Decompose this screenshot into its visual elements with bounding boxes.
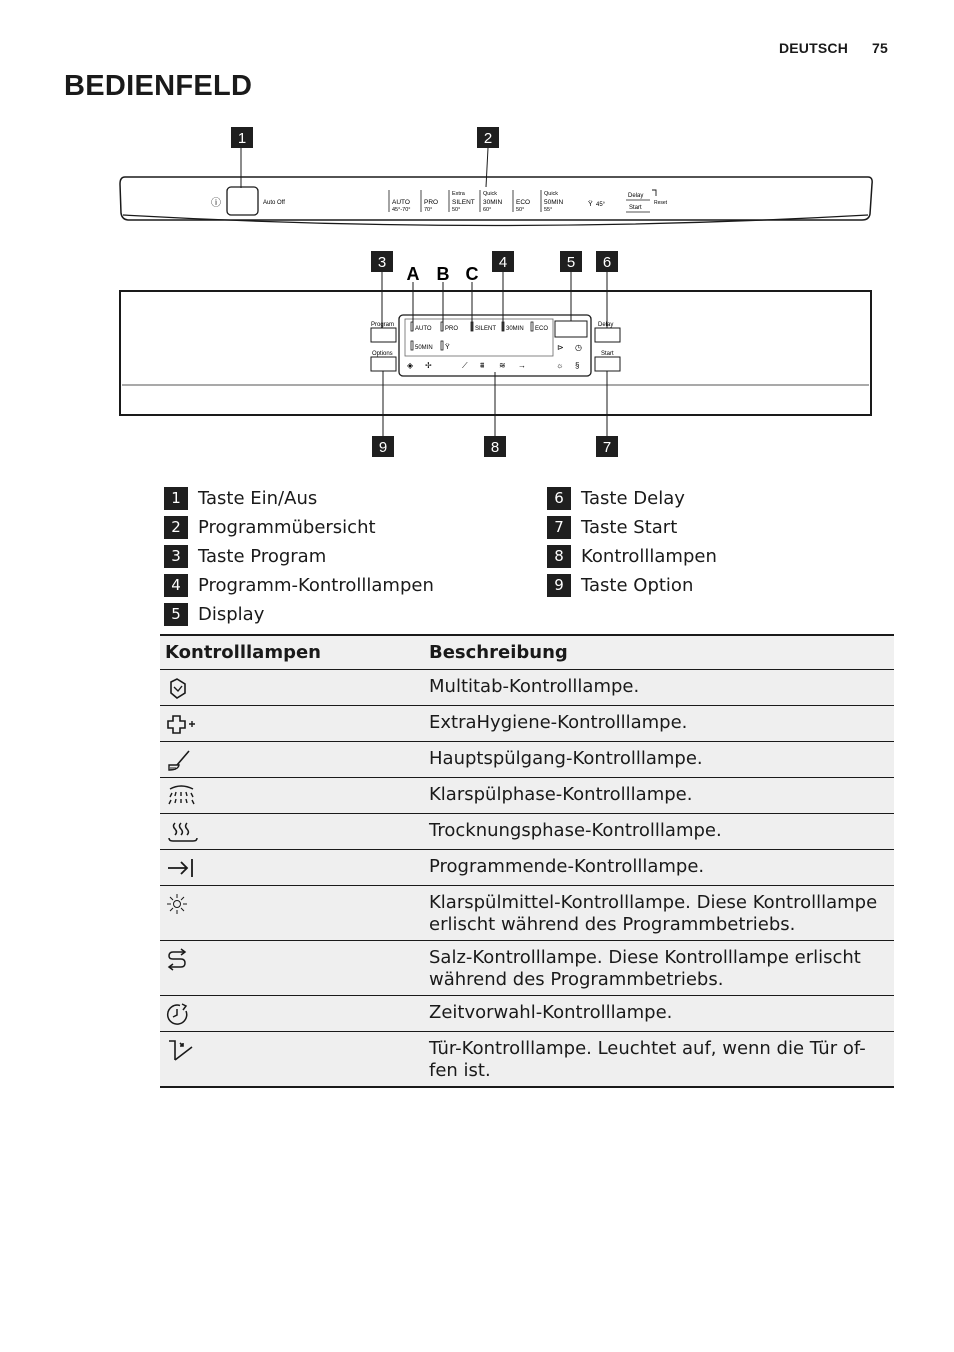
top-program-name: AUTO — [392, 199, 410, 206]
lamp-icon-cell — [160, 669, 424, 705]
legend-item — [164, 484, 434, 513]
legend-label: Taste Delay — [581, 488, 685, 509]
lamp-description — [424, 885, 894, 940]
salt-icon — [165, 947, 199, 972]
legend-number: 2 — [164, 516, 188, 539]
callout-6: 6 — [602, 254, 612, 271]
table-row — [160, 777, 894, 813]
page-number: 75 — [872, 40, 888, 56]
legend-item — [547, 571, 717, 600]
display-window — [555, 321, 587, 337]
program-button — [371, 328, 396, 342]
callout-4: 4 — [498, 254, 508, 271]
top-program-temp: 60° — [483, 207, 492, 213]
program-lamp-label: AUTO — [415, 326, 432, 332]
legend-label: Taste Ein/Aus — [198, 488, 318, 509]
top-program-top: Extra — [452, 191, 465, 197]
lamp-icon-cell — [160, 741, 424, 777]
legend-item — [164, 600, 434, 629]
program-lamp-label: SILENT — [475, 326, 497, 332]
lamp-icon-cell — [160, 777, 424, 813]
callout-3: 3 — [377, 254, 387, 271]
indicator-lamp-row — [407, 361, 526, 370]
lamp-description — [424, 940, 894, 995]
lamp-description — [424, 849, 894, 885]
top-start-label: Start — [629, 205, 642, 211]
top-program-top: Quick — [483, 191, 498, 197]
on-off-icon: ⓘ — [211, 198, 221, 209]
legend-number: 6 — [547, 487, 571, 510]
delay-icon — [165, 1002, 199, 1027]
description-line: Programmende-Kontrolllampe. — [429, 855, 705, 877]
top-program-name: 30MIN — [483, 199, 503, 206]
legend-item — [164, 513, 434, 542]
callout-8: 8 — [490, 439, 500, 456]
top-program-name: SILENT — [452, 199, 475, 206]
description-line: Multitab-Kontrolllampe. — [429, 675, 640, 697]
legend-label: Display — [198, 604, 265, 625]
lamp-icon-cell — [160, 995, 424, 1031]
top-program-name: 50MIN — [544, 199, 564, 206]
legend-label: Taste Start — [581, 517, 678, 538]
delay-lamp-icon: ◷ — [575, 343, 582, 352]
door-lamp-icon: ⊳ — [557, 343, 564, 352]
description-line: Tür-Kontrolllampe. Leuchtet auf, wenn die Tür of- — [429, 1037, 866, 1059]
description-line: Zeitvorwahl-Kontrolllampe. — [429, 1001, 673, 1023]
program-lamp-label: 30MIN — [506, 326, 524, 332]
start-button — [595, 357, 620, 371]
top-delay-label: Delay — [628, 193, 644, 199]
program-lamps — [411, 322, 548, 332]
salt-lamp-icon: § — [575, 361, 580, 370]
legend-number: 5 — [164, 603, 188, 626]
description-line: fen ist. — [429, 1059, 491, 1081]
description-line: Trocknungsphase-Kontrolllampe. — [429, 819, 722, 841]
legend-number: 8 — [547, 545, 571, 568]
description-line: ExtraHygiene-Kontrolllampe. — [429, 711, 688, 733]
table-row — [160, 849, 894, 885]
program-end-lamp-icon: → — [518, 361, 526, 370]
program-lamp-label: PRO — [445, 326, 459, 332]
column-header-lamps: Kontrolllampen — [160, 635, 424, 669]
legend-item — [164, 542, 434, 571]
legend-item — [547, 513, 717, 542]
letter-b: B — [436, 264, 450, 284]
table-row — [160, 741, 894, 777]
description-line: Hauptspülgang-Kontrolllampe. — [429, 747, 703, 769]
table-row — [160, 885, 894, 940]
legend-item — [164, 571, 434, 600]
lamp-description — [424, 995, 894, 1031]
auto-off-label: Auto Off — [263, 200, 285, 206]
extrahygiene-lamp-icon: ✢ — [425, 361, 432, 370]
main-wash-lamp-icon: ⟋ — [462, 361, 468, 370]
description-line: erlischt während des Programmbetriebs. — [429, 913, 796, 935]
rinse-phase-icon — [165, 784, 199, 809]
multitab-icon — [165, 676, 199, 701]
lamp-icon-cell — [160, 1031, 424, 1087]
delay-label: Delay — [598, 322, 614, 328]
legend-number: 3 — [164, 545, 188, 568]
lamp-icon-cell — [160, 849, 424, 885]
letter-a: A — [406, 264, 420, 284]
on-off-button — [227, 187, 258, 215]
page-title: BEDIENFELD — [64, 70, 253, 102]
control-panel-diagram — [0, 120, 954, 465]
callout-2: 2 — [483, 130, 493, 147]
start-label: Start — [601, 351, 614, 357]
legend-number: 4 — [164, 574, 188, 597]
legend-label: Programm-Kontrolllampen — [198, 575, 434, 596]
lamp-description — [424, 741, 894, 777]
legend-left — [164, 484, 434, 629]
extrahygiene-icon — [165, 712, 199, 737]
rinse-aid-icon — [165, 892, 199, 917]
options-label: Options — [372, 351, 393, 357]
legend-number: 9 — [547, 574, 571, 597]
main-wash-icon — [165, 748, 199, 773]
reset-label: Reset — [654, 200, 668, 206]
legend-label: Programmübersicht — [198, 517, 376, 538]
lamp-description — [424, 813, 894, 849]
top-program-name: ECO — [516, 199, 531, 206]
top-program-temp: 45°-70° — [392, 207, 411, 213]
description-line: Klarspülphase-Kontrolllampe. — [429, 783, 693, 805]
program-end-icon — [165, 856, 199, 881]
rinse-phase-lamp-icon: ⩩ — [480, 361, 485, 370]
lamp-50min: 50MIN — [415, 345, 433, 351]
section-label: DEUTSCH — [778, 40, 849, 56]
program-lamp-label: ECO — [535, 326, 549, 332]
table-row — [160, 995, 894, 1031]
top-program-top: Quick — [544, 191, 559, 197]
rinse-aid-lamp-icon: ☼ — [556, 361, 564, 370]
multitab-lamp-icon: ◈ — [407, 361, 414, 370]
glass-temp: 45° — [596, 202, 606, 208]
callout-7: 7 — [602, 439, 612, 456]
legend-number: 1 — [164, 487, 188, 510]
lamp-icon-cell — [160, 705, 424, 741]
legend-number: 7 — [547, 516, 571, 539]
lamp-description — [424, 669, 894, 705]
table-row — [160, 705, 894, 741]
callout-5: 5 — [566, 254, 576, 271]
legend-item — [547, 484, 717, 513]
lamp-description — [424, 1031, 894, 1087]
description-line: während des Programmbetriebs. — [429, 968, 724, 990]
top-program-list — [389, 190, 563, 213]
legend-right — [547, 484, 717, 600]
lamp-description — [424, 777, 894, 813]
table-row — [160, 1031, 894, 1087]
legend-item — [547, 542, 717, 571]
legend-label: Taste Option — [581, 575, 694, 596]
top-program-temp: 50° — [516, 207, 525, 213]
program-label: Program — [371, 322, 395, 328]
door-icon — [165, 1038, 199, 1063]
lamp-icon-cell — [160, 940, 424, 995]
delay-button — [595, 328, 620, 342]
callout-1: 1 — [237, 130, 247, 147]
table-row — [160, 813, 894, 849]
lamp-icon-cell — [160, 885, 424, 940]
lamp-description — [424, 705, 894, 741]
legend-label: Taste Program — [198, 546, 327, 567]
description-line: Salz-Kontrolllampe. Diese Kontrolllampe erlischt — [429, 946, 861, 968]
drying-phase-lamp-icon: ≋ — [499, 361, 506, 370]
top-program-temp: 55° — [544, 207, 553, 213]
drying-phase-icon — [165, 820, 199, 845]
program-lamp-marker — [531, 322, 533, 331]
options-button — [371, 357, 396, 371]
glass-icon: Ϋ — [588, 201, 593, 208]
page-header — [779, 40, 888, 56]
callout-9: 9 — [378, 439, 388, 456]
glass-lamp-icon: Ϋ — [445, 344, 450, 351]
top-program-temp: 70° — [424, 207, 433, 213]
top-program-temp: 50° — [452, 207, 461, 213]
legend-label: Kontrolllampen — [581, 546, 717, 567]
indicator-table — [160, 634, 894, 1088]
top-program-name: PRO — [424, 199, 439, 206]
lamp-icon-cell — [160, 813, 424, 849]
description-line: Klarspülmittel-Kontrolllampe. Diese Kontrolllampe — [429, 891, 878, 913]
column-header-description: Beschreibung — [424, 635, 894, 669]
table-row — [160, 669, 894, 705]
letter-c: C — [465, 264, 479, 284]
table-row — [160, 940, 894, 995]
